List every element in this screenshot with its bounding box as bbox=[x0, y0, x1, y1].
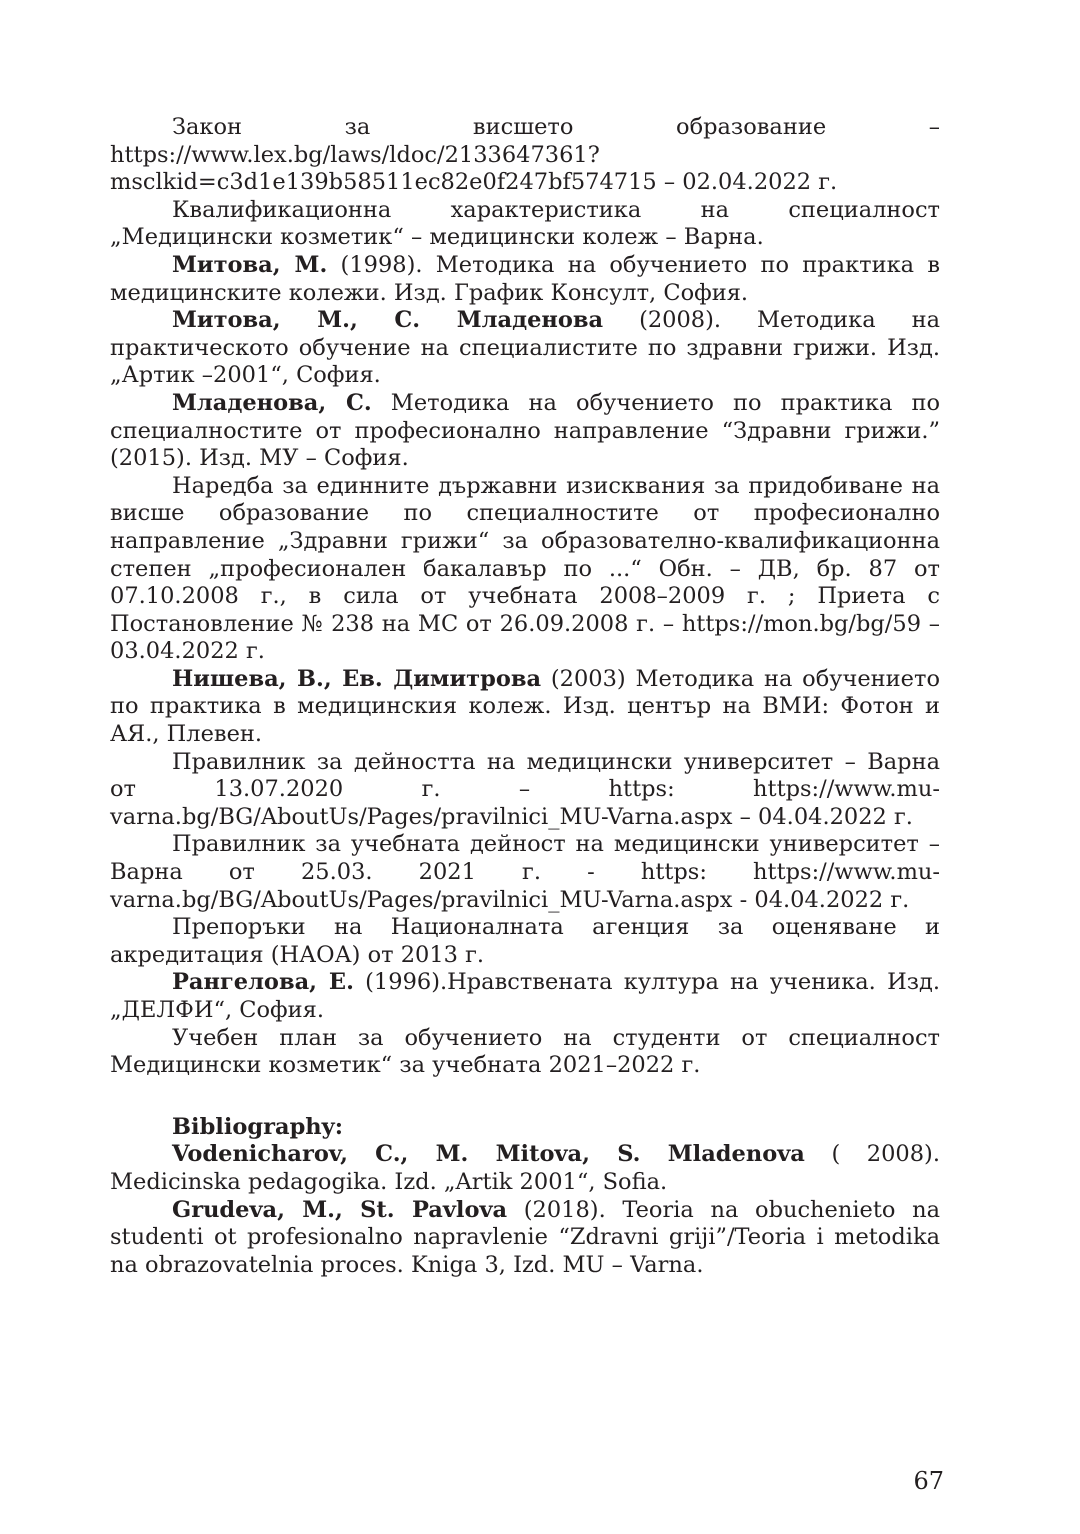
reference-entry bbox=[110, 473, 940, 666]
page-number: 67 bbox=[913, 1467, 944, 1495]
section-spacer bbox=[110, 1080, 940, 1114]
bibliography-text: (2018). Teoria na obuchenieto na studenti ot profesionalno napravlenie “Zdravni griji”/Teoria i metodika na obrazovatelnia proces. Kniga 3, Izd. MU – Varna. bbox=[110, 1196, 940, 1278]
reference-entry bbox=[110, 252, 940, 307]
reference-entry bbox=[110, 390, 940, 473]
reference-text: (1998). Методика на обучението по практика в медицинските колежи. Изд. График Консулт, София. bbox=[110, 251, 940, 306]
reference-author: Рангелова, Е. bbox=[172, 969, 354, 996]
reference-text: Наредба за единните държавни изисквания за придобиване на висше образование по специалностите от професионално направление „Здравни грижи“ за образователно-квалификационна степен „професионален бакалавър по ...“ Обн. – ДВ, бр. 87 от 07.10.2008 г., в сила от учебната 2008–2009 г. ; Приета с Постановление № 238 на МС от 26.09.2008 г. – https://mon.bg/bg/59 – 03.04.2022 г. bbox=[110, 472, 940, 665]
reference-text: (1996).Нравствената култура на ученика. Изд. „ДЕЛФИ“, София. bbox=[110, 969, 940, 1023]
bibliography-author: Vodenicharov, C., M. Mitova, S. Mladenova bbox=[172, 1141, 805, 1168]
bibliography-author: Grudeva, M., St. Pavlova bbox=[172, 1196, 508, 1223]
reference-author: Митова, М. bbox=[172, 251, 328, 278]
bibliography-entry bbox=[110, 1197, 940, 1280]
reference-entry bbox=[110, 1025, 940, 1080]
reference-text: Правилник за учебната дейност на медицински университет – Варна от 25.03. 2021 г. - https: https://www.mu-varna.bg/BG/AboutUs/Pages/pravilnici_MU-Varna.aspx - 04.04.2022 г. bbox=[110, 831, 940, 913]
reference-text: (2008). Методика на практическото обучение на специалистите по здравни грижи. Изд. „Артик –2001“, София. bbox=[110, 307, 940, 389]
reference-entry bbox=[110, 969, 940, 1024]
reference-text: (2003) Методика на обучението по практика в медицинския колеж. Изд. център на ВМИ: Фотон и АЯ., Плевен. bbox=[110, 665, 940, 748]
reference-entry bbox=[110, 307, 940, 390]
bibliography-text: ( 2008). Medicinska pedagogika. Izd. „Artik 2001“, Sofia. bbox=[110, 1141, 940, 1195]
reference-author: Младенова, С. bbox=[172, 389, 372, 416]
reference-entry bbox=[110, 749, 940, 832]
reference-entry bbox=[110, 666, 940, 749]
reference-entry bbox=[110, 114, 940, 197]
reference-author: Митова, М., С. Младенова bbox=[172, 307, 604, 334]
reference-entry bbox=[110, 831, 940, 914]
bibliography-heading: Bibliography: bbox=[172, 1113, 344, 1140]
reference-text: Правилник за дейността на медицински университет – Варна от 13.07.2020 г. – https: https://www.mu-varna.bg/BG/AboutUs/Pages/pravilnici_MU-Varna.aspx – 04.04.2022 г. bbox=[110, 748, 940, 830]
reference-entry bbox=[110, 197, 940, 252]
bibliography-entry bbox=[110, 1141, 940, 1196]
reference-text: Квалификационна характеристика на специалност „Медицински козметик“ – медицински колеж – Варна. bbox=[110, 196, 940, 251]
reference-text: Учебен план за обучението на студенти от специалност Медицински козметик“ за учебната 2021–2022 г. bbox=[110, 1024, 940, 1079]
reference-text: Закон за висшето образование – https://www.lex.bg/laws/ldoc/2133647361?msclkid=c3d1e139b58511ec82e0f247bf574715 – 02.04.2022 г. bbox=[110, 114, 940, 196]
references-text bbox=[110, 114, 940, 1279]
reference-text: Препоръки на Националната агенция за оценяване и акредитация (НАОА) от 2013 г. bbox=[110, 914, 940, 968]
reference-author: Нишева, В., Ев. Димитрова bbox=[172, 665, 542, 692]
reference-entry bbox=[110, 914, 940, 969]
reference-text: Методика на обучението по практика по специалностите от професионално направление “Здравни грижи.” (2015). Изд. МУ – София. bbox=[110, 389, 941, 472]
